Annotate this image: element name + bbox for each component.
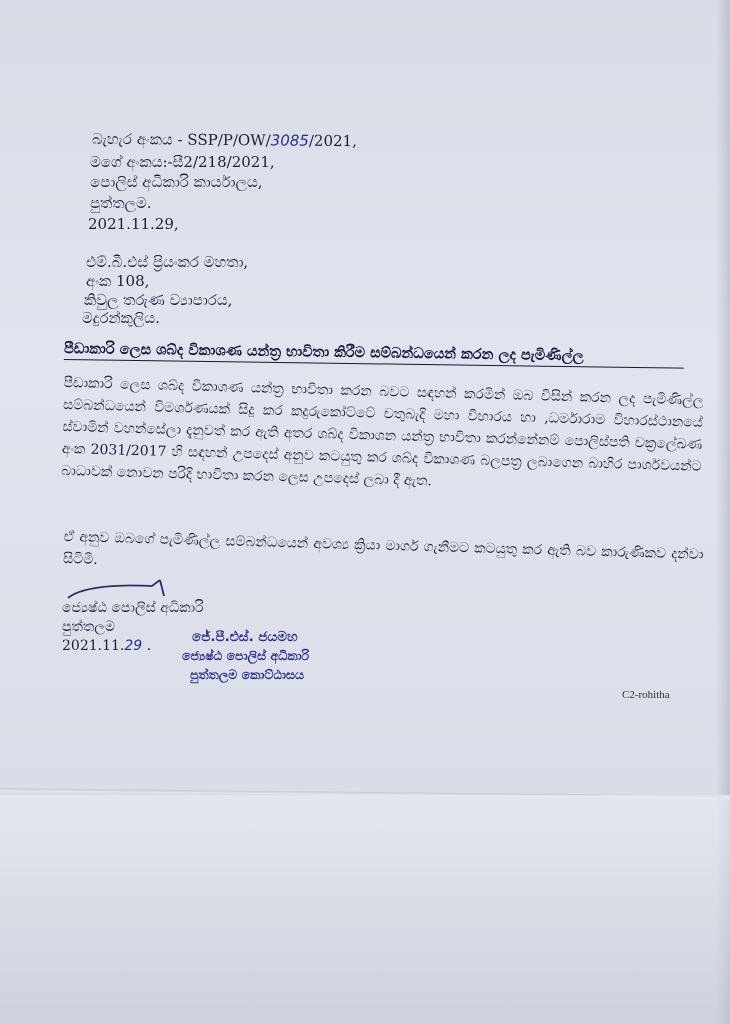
letter-subject: පීඩාකාරි ලෙස ශබ්ද විකාශණ යන්ත්‍ර භාවිතා කිරීම සම්බන්ධයෙන් කරන ලද පැමිණිල්ල xyxy=(64,340,684,369)
signature-date-handwritten: 29 xyxy=(124,638,143,654)
reference-suffix: /2021, xyxy=(308,131,357,151)
body-paragraph-2: ඒ අනුව ඔබගේ පැමිණිල්ල සම්බන්ධයෙන් අවශ්‍ය ක්‍රියා මාර්ග ගැනීමට කටයුතු කර ඇති බව කාරුණිකව දන්වා සිටිමි. xyxy=(62,528,704,568)
recipient-address-2: කිවුල තරුණ ව්‍යාපාරය, xyxy=(84,291,233,309)
reference-code: C2-rohitha xyxy=(622,689,670,701)
signature-city: පුත්තලම xyxy=(62,619,115,635)
reference-handwritten: 3085 xyxy=(270,131,309,150)
letter-date: 2021.11.29, xyxy=(88,215,179,233)
stamp-division: පුත්තලම කොට්ඨාසය xyxy=(190,667,304,682)
office-city: පුත්තලම. xyxy=(90,194,152,212)
signature-date: 2021.11.29 . xyxy=(62,638,152,654)
recipient-address-1: අංක 108, xyxy=(86,272,150,290)
my-reference: මගේ අංකය:-සී2/218/2021, xyxy=(90,153,275,171)
stamp-title: ජ්‍යෙෂ්ඨ පොලිස් අධිකාරි xyxy=(182,648,310,663)
recipient-name: එම්.බී.එස් ප්‍රියංකර මහතා, xyxy=(86,253,249,271)
signature-date-prefix: 2021.11. xyxy=(62,638,125,654)
signature-title: ජ්‍යෙෂ්ඨ පොලිස් අධිකාරි xyxy=(62,600,204,616)
stamp-name: ජේ.පී.එස්. ජයමහ xyxy=(192,629,298,645)
paper-lower-section xyxy=(0,795,730,1024)
recipient-address-3: මදුරන්කුලිය. xyxy=(82,309,160,327)
reference-prefix: බැහැර අංකය - SSP/P/OW/ xyxy=(91,129,271,150)
office-name: පොලිස් අධිකාරි කාර්යාලය, xyxy=(90,173,263,191)
reference-number xyxy=(92,130,357,151)
body-paragraph-1: පීඩාකාරි ලෙස ශබ්ද විකාශණ යන්ත්‍ර භාවිතා කරන බවට සඳහන් කරමින් ඔබ විසින් කරන ලද පැමිණිල්ල සම්බන්ධයෙන් විමර්ශණයක් සිදු කර කදුරුකෝට්ටේ චතුබැදි මහා විහාරය හා ,ධර්මාරාම විහාරස්ථානයේ ස්වාමින් වහන්සේලා දැනුවත් කර ඇති අතර ශබ්ද විකාශන යන්ත්‍ර භාවිතා කරන්නේනම් පොලිස්පති චක්‍රලේඛණ අංක 2031/2017 හි සඳහන් උපදෙස් අනුව කටයුතු කර ශබ්ද විකාශණ බලපත්‍ර ලබාගෙන බාහිර පාර්ශවයන්ට බාධාවක් නොවන පරිදි භාවිතා කරන ලෙස උපදෙස් ලබා දී ඇත. xyxy=(61,374,704,490)
